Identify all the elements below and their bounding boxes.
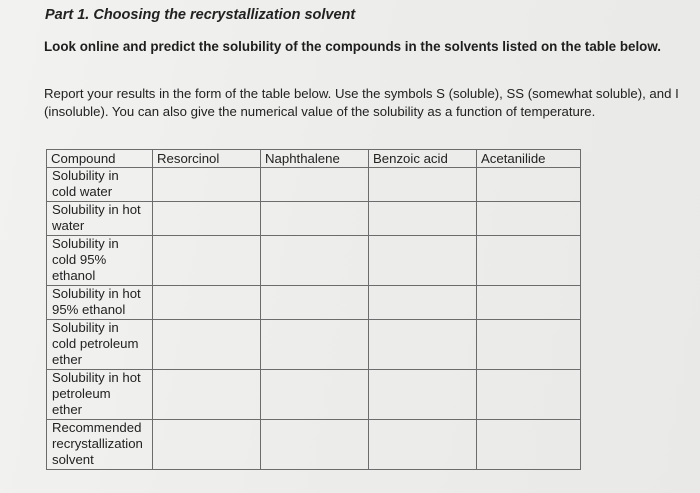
answer-cell[interactable] bbox=[153, 420, 261, 470]
row-label-text: 95% ethanol bbox=[52, 302, 126, 317]
answer-cell[interactable] bbox=[477, 320, 581, 370]
row-label bbox=[47, 420, 153, 470]
answer-cell[interactable] bbox=[261, 286, 369, 320]
answer-cell[interactable] bbox=[369, 320, 477, 370]
header-label: Benzoic acid bbox=[373, 151, 448, 166]
answer-cell[interactable] bbox=[153, 168, 261, 202]
answer-cell[interactable] bbox=[369, 370, 477, 420]
answer-cell[interactable] bbox=[261, 202, 369, 236]
part-heading: Part 1. Choosing the recrystallization solvent bbox=[45, 7, 356, 23]
row-label-text: cold water bbox=[52, 184, 113, 199]
row-label bbox=[47, 370, 153, 420]
table-row bbox=[47, 168, 581, 202]
row-label-line bbox=[51, 168, 148, 201]
row-label-line bbox=[51, 202, 148, 235]
row-label-text: recrystallization bbox=[52, 436, 143, 451]
table-header-row bbox=[47, 150, 581, 168]
answer-cell[interactable] bbox=[261, 236, 369, 286]
row-label-line bbox=[51, 236, 148, 285]
header-label: Acetanilide bbox=[481, 151, 546, 166]
report-instructions: Report your results in the form of the table below. Use the symbols S (soluble), SS (somewhat soluble), and I (insoluble). You can also give the numerical value of the solubility as a function of temperature. bbox=[44, 86, 679, 119]
solubility-table bbox=[46, 149, 581, 470]
row-label-text: ethanol bbox=[52, 268, 96, 283]
row-label-text: Solubility in bbox=[52, 320, 119, 335]
header-label: Compound bbox=[51, 151, 116, 166]
answer-cell[interactable] bbox=[261, 370, 369, 420]
answer-cell[interactable] bbox=[369, 420, 477, 470]
answer-cell[interactable] bbox=[477, 370, 581, 420]
answer-cell[interactable] bbox=[369, 286, 477, 320]
answer-cell[interactable] bbox=[153, 236, 261, 286]
row-label-text: petroleum bbox=[52, 386, 111, 401]
answer-cell[interactable] bbox=[477, 286, 581, 320]
table-row bbox=[47, 236, 581, 286]
table-row bbox=[47, 202, 581, 236]
row-label-text: cold 95% bbox=[52, 252, 107, 267]
answer-cell[interactable] bbox=[369, 168, 477, 202]
answer-cell[interactable] bbox=[153, 370, 261, 420]
answer-cell[interactable] bbox=[477, 202, 581, 236]
row-label bbox=[47, 320, 153, 370]
row-label-line bbox=[51, 420, 148, 469]
row-label-text: cold petroleum bbox=[52, 336, 139, 351]
row-label-text: Recommended bbox=[52, 420, 142, 435]
answer-cell[interactable] bbox=[477, 420, 581, 470]
header-compound bbox=[47, 150, 153, 168]
header-benzoic-acid bbox=[369, 150, 477, 168]
row-label bbox=[47, 202, 153, 236]
row-label-text: Solubility in bbox=[52, 236, 119, 251]
row-label bbox=[47, 236, 153, 286]
answer-cell[interactable] bbox=[153, 320, 261, 370]
answer-cell[interactable] bbox=[477, 236, 581, 286]
answer-cell[interactable] bbox=[261, 320, 369, 370]
row-label bbox=[47, 286, 153, 320]
row-label-text: Solubility in bbox=[52, 168, 119, 183]
row-label-text: ether bbox=[52, 402, 83, 417]
row-label bbox=[47, 168, 153, 202]
row-label-line bbox=[51, 320, 148, 369]
row-label-text: ether bbox=[52, 352, 83, 367]
instruction-text: Look online and predict the solubility of the compounds in the solvents listed on the table below. bbox=[44, 39, 662, 54]
header-label: Resorcinol bbox=[157, 151, 220, 166]
row-label-line bbox=[51, 286, 148, 319]
row-label-text: Solubility in hot bbox=[52, 286, 141, 301]
row-label-text: Solubility in hot bbox=[52, 202, 141, 217]
answer-cell[interactable] bbox=[153, 286, 261, 320]
answer-cell[interactable] bbox=[477, 168, 581, 202]
table-row bbox=[47, 286, 581, 320]
answer-cell[interactable] bbox=[369, 236, 477, 286]
answer-cell[interactable] bbox=[153, 202, 261, 236]
table-row bbox=[47, 370, 581, 420]
table-row bbox=[47, 420, 581, 470]
header-resorcinol bbox=[153, 150, 261, 168]
header-naphthalene bbox=[261, 150, 369, 168]
row-label-line bbox=[51, 370, 148, 419]
row-label-text: solvent bbox=[52, 452, 94, 467]
header-label: Naphthalene bbox=[265, 151, 340, 166]
answer-cell[interactable] bbox=[261, 168, 369, 202]
row-label-text: Solubility in hot bbox=[52, 370, 141, 385]
answer-cell[interactable] bbox=[369, 202, 477, 236]
header-acetanilide bbox=[477, 150, 581, 168]
table-row bbox=[47, 320, 581, 370]
answer-cell[interactable] bbox=[261, 420, 369, 470]
row-label-text: water bbox=[52, 218, 85, 233]
